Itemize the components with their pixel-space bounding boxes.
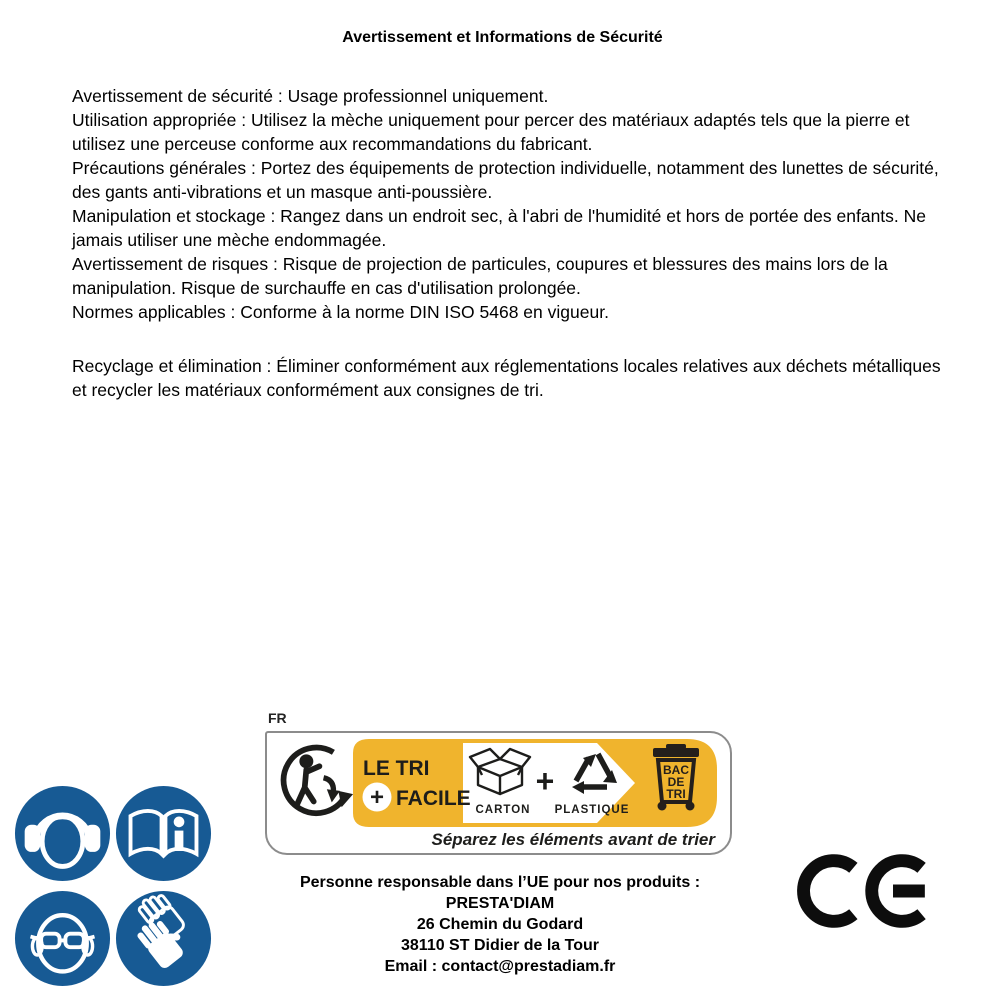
paragraph-handling-storage: Manipulation et stockage : Rangez dans un endroit sec, à l'abri de l'humidité et hors de portée des enfants. Ne jamais utiliser une mèche endommagée. — [72, 206, 927, 250]
mandatory-safety-icons — [14, 785, 214, 987]
responsible-person-block — [250, 872, 750, 977]
materials-plus: + — [535, 763, 555, 799]
page-title: Avertissement et Informations de Sécurité — [342, 29, 663, 46]
paragraph-safety-warning: Avertissement de sécurité : Usage professionnel uniquement. — [72, 86, 549, 106]
read-instruction-manual-icon — [115, 785, 212, 882]
bin-text-bac: BAC — [663, 763, 689, 777]
company-name: PRESTA'DIAM — [445, 895, 555, 912]
bin-text-de: DE — [667, 775, 685, 789]
sorting-instruction: Séparez les éléments avant de trier — [431, 830, 715, 849]
sorting-bin-icon — [653, 744, 699, 811]
plus-badge: + — [369, 784, 385, 811]
wear-protective-gloves-icon — [115, 890, 212, 987]
carton-label: CARTON — [475, 804, 531, 816]
country-code-label: FR — [268, 710, 287, 726]
address-street: 26 Chemin du Godard — [416, 916, 584, 933]
recycling-sorting-label — [265, 731, 732, 855]
ce-marking-icon — [796, 840, 940, 942]
wear-eye-protection-icon — [14, 890, 111, 987]
responsible-intro: Personne responsable dans l’UE pour nos produits : — [299, 874, 701, 891]
paragraph-appropriate-use: Utilisation appropriée : Utilisez la mèche uniquement pour percer des matériaux adaptés tels que la pierre et utilisez une perceuse conforme aux recommandations du fabricant. — [72, 110, 910, 154]
wear-ear-protection-icon — [14, 785, 111, 882]
safety-text-block — [72, 84, 960, 402]
paragraph-general-precautions: Précautions générales : Portez des équipements de protection individuelle, notamment des lunettes de sécurité, des gants anti-vibrations et un masque anti-poussière. — [72, 158, 939, 202]
plastique-label: PLASTIQUE — [554, 804, 630, 816]
paragraph-risk-warning: Avertissement de risques : Risque de projection de particules, coupures et blessures des mains lors de la manipulation. Risque de surchauffe en cas d'utilisation prolongée. — [72, 254, 888, 298]
tri-facile-line1: LE TRI — [363, 757, 430, 780]
paragraph-recycling: Recyclage et élimination : Éliminer conformément aux réglementations locales relatives aux déchets métalliques et recycler les matériaux conformément aux consignes de tri. — [72, 356, 941, 400]
bin-text-tri: TRI — [666, 787, 686, 801]
triman-icon — [284, 748, 353, 814]
tri-facile-line2: FACILE — [396, 787, 471, 810]
contact-email: Email : contact@prestadiam.fr — [384, 958, 616, 975]
address-city: 38110 ST Didier de la Tour — [401, 937, 599, 954]
paragraph-standards: Normes applicables : Conforme à la norme DIN ISO 5468 en vigueur. — [72, 302, 609, 322]
